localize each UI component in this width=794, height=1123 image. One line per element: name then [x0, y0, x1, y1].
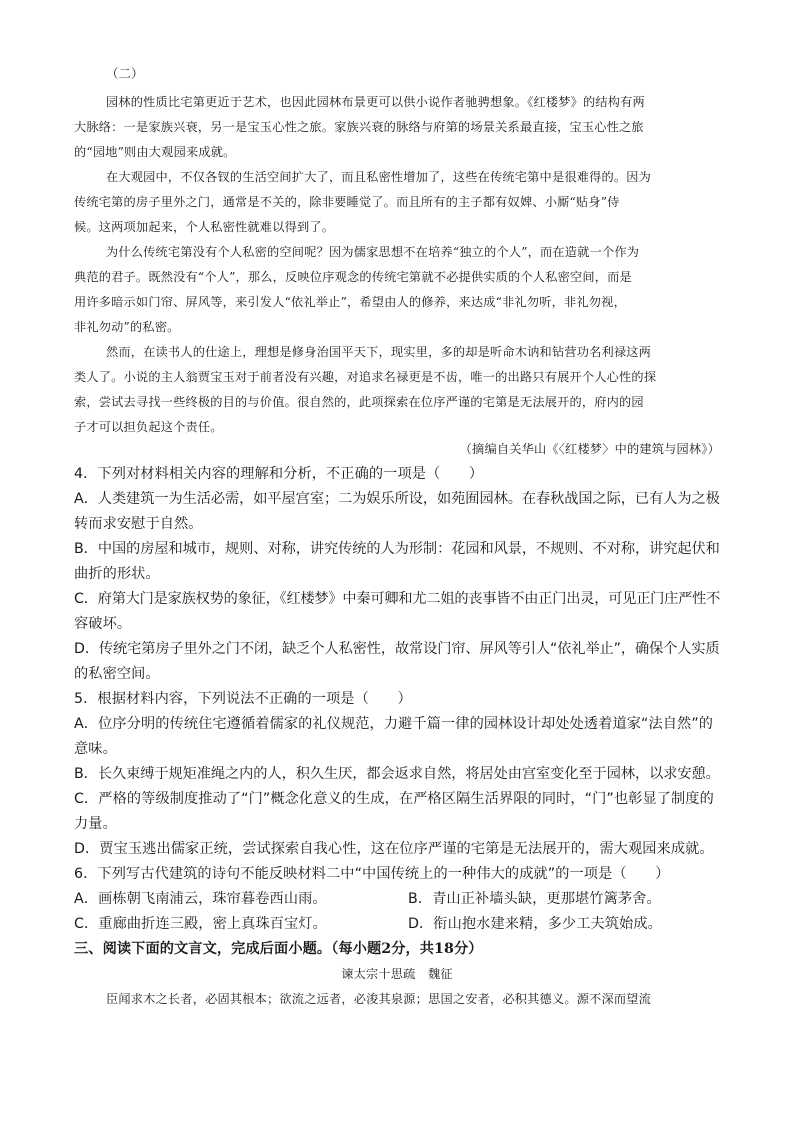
passage-line: 园林的性质比宅第更近于艺术，也因此园林布景更可以供小说作者驰骋想象。《红楼梦》的结构有两 — [106, 95, 645, 109]
classical-text-line: 臣闻求木之长者，必固其根本；欲流之远者，必浚其泉源；思国之安者，必积其德义。源不深而望流 — [106, 992, 652, 1006]
q5-option-a[interactable]: A．位序分明的传统住宅遵循着儒家的礼仪规范，力避千篇一律的园林设计却处处透着道家“法自然”的 — [74, 716, 714, 732]
passage-line: 子才可以担负起这个责任。 — [74, 420, 223, 434]
question-6-stem: 6．下列写古代建筑的诗句不能反映材料二中“中国传统上的一种伟大的成就”的一项是（ ） — [74, 866, 670, 882]
q6-option-b[interactable]: B．青山正补墙头缺，更那堪竹篱茅舍。 — [408, 891, 661, 907]
q4-option-a-cont: 转而求安慰于自然。 — [74, 516, 203, 532]
q5-option-b[interactable]: B．长久束缚于规矩准绳之内的人，积久生厌，都会返求自然，将居处由宫室变化至于园林，以求安憩。 — [74, 766, 720, 782]
q4-option-a[interactable]: A．人类建筑一为生活必需，如平屋宫室；二为娱乐所设，如苑囿园林。在春秋战国之际，已有人为之极 — [74, 491, 720, 507]
question-4-stem: 4．下列对材料相关内容的理解和分析，不正确的一项是（ ） — [74, 466, 484, 482]
section-3-heading: 三、阅读下面的文言文，完成后面小题。（每小题2分，共18分） — [74, 941, 483, 957]
q5-option-d[interactable]: D．贾宝玉逃出儒家正统，尝试探索自我心性，这在位序严谨的宅第是无法展开的，需大观园来成就。 — [74, 841, 714, 857]
q4-option-b[interactable]: B．中国的房屋和城市，规则、对称，讲究传统的人为形制：花园和风景，不规则、不对称，讲究起伏和 — [74, 541, 720, 557]
q4-option-c-cont: 容破坏。 — [74, 616, 132, 632]
q6-option-d[interactable]: D．衔山抱水建来精，多少工夫筑始成。 — [408, 916, 662, 932]
source-citation: （摘编自关华山《〈红楼梦〉中的建筑与园林》） — [459, 442, 720, 456]
passage-line: 用许多暗示如门帘、屏风等，来引发人“依礼举止”，希望由人的修养，来达成“非礼勿听，非礼勿视， — [74, 295, 626, 309]
classical-text-title: 谏太宗十思疏 魏征 — [341, 967, 453, 981]
passage-line: 在大观园中，不仅各钗的生活空间扩大了，而且私密性增加了，这些在传统宅第中是很难得的。因为 — [106, 170, 652, 184]
section-label: （二） — [106, 66, 144, 81]
question-5-stem: 5．根据材料内容，下列说法不正确的一项是（ ） — [74, 691, 412, 707]
passage-line: 为什么传统宅第没有个人私密的空间呢？因为儒家思想不在培养“独立的个人”，而在造就一个作为 — [106, 245, 640, 259]
q5-option-c[interactable]: C．严格的等级制度推动了“门”概念化意义的生成，在严格区隔生活界限的同时，“门”也彰显了制度的 — [74, 791, 714, 807]
passage-line: 类人了。小说的主人翁贾宝玉对于前者没有兴趣，对追求名禄更是不齿，唯一的出路只有展开个人心性的探 — [74, 370, 657, 384]
passage-line: 然而，在读书人的仕途上，理想是修身治国平天下，现实里，多的却是听命木讷和钻营功名利禄这两 — [106, 345, 652, 359]
q6-option-a[interactable]: A．画栋朝飞南浦云，珠帘暮卷西山雨。 — [74, 891, 327, 907]
q6-option-c[interactable]: C．重廊曲折连三殿，密上真珠百宝灯。 — [74, 916, 327, 932]
q4-option-b-cont: 曲折的形状。 — [74, 566, 160, 582]
q4-option-d-cont: 的私密空间。 — [74, 666, 160, 682]
passage-line: 传统宅第的房子里外之门，通常是不关的，除非要睡觉了。而且所有的主子都有奴婢、小厮“贴身”侍 — [74, 195, 620, 209]
passage-line: 候。这两项加起来，个人私密性就难以得到了。 — [74, 220, 335, 234]
q5-option-c-cont: 力量。 — [74, 816, 117, 832]
q5-option-a-cont: 意味。 — [74, 741, 117, 757]
passage-line: 的“园地”则由大观园来成就。 — [74, 145, 236, 159]
passage-line: 索，尝试去寻找一些终极的目的与价值。很自然的，此项探索在位序严谨的宅第是无法展开的，府内的园 — [74, 395, 644, 409]
passage-line: 典范的君子。既然没有“个人”，那么，反映位序观念的传统宅第就不必提供实质的个人私密空间，而是 — [74, 270, 632, 284]
q4-option-c[interactable]: C．府第大门是家族权势的象征，《红楼梦》中秦可卿和尤二姐的丧事皆不由正门出灵，可见正门庄严性不 — [74, 591, 721, 607]
passage-line: 大脉络：一是家族兴衰，另一是宝玉心性之旅。家族兴衰的脉络与府第的场景关系最直接，宝玉心性之旅 — [74, 120, 644, 134]
passage-line: 非礼勿动”的私密。 — [74, 320, 180, 334]
q4-option-d[interactable]: D．传统宅第房子里外之门不闭，缺乏个人私密性，故常设门帘、屏风等引人“依礼举止”，确保个人实质 — [74, 641, 720, 657]
